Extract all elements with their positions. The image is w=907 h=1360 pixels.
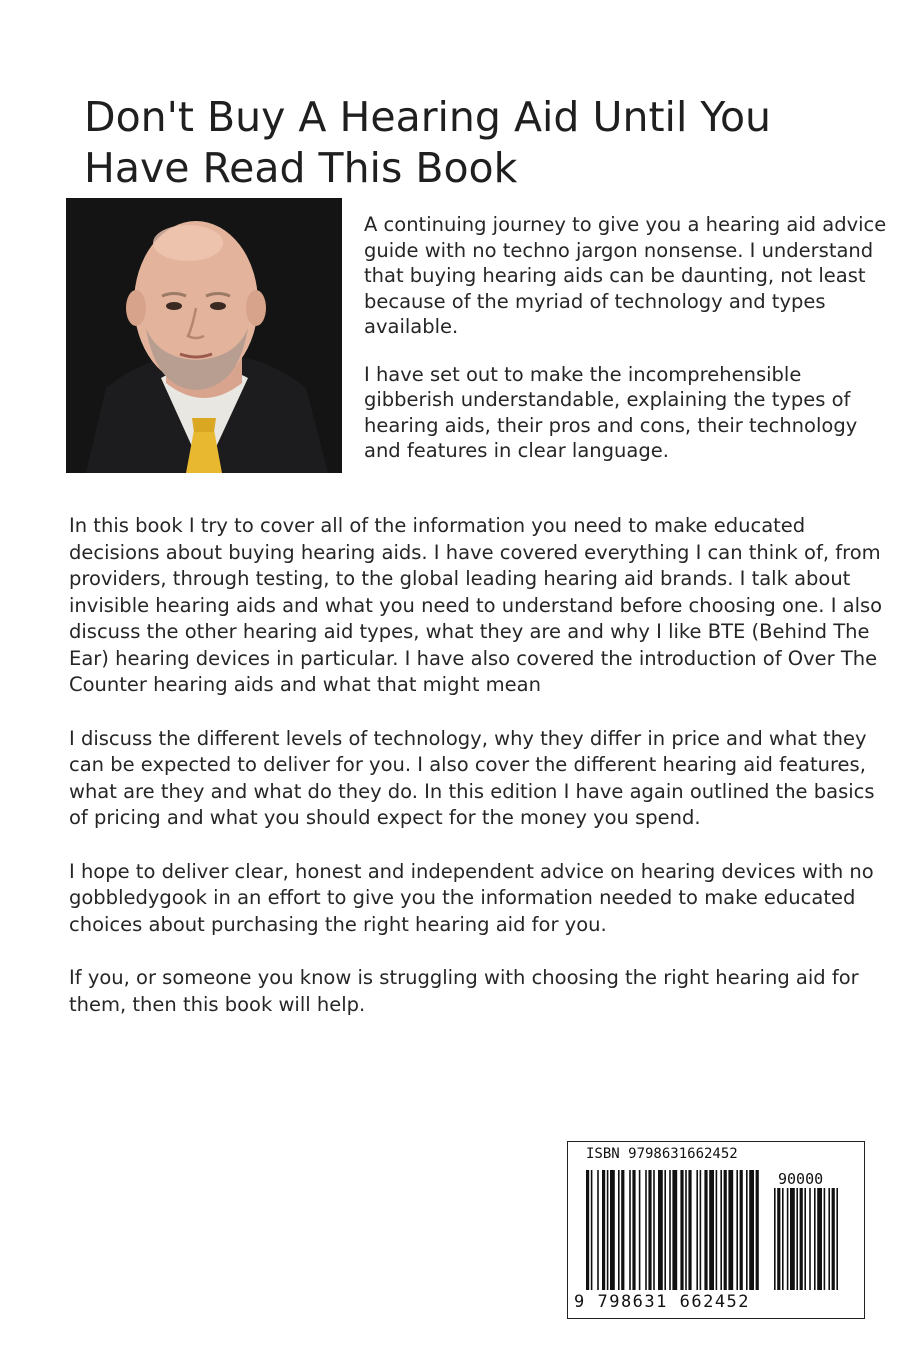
barcode-addon-bar xyxy=(824,1188,826,1290)
barcode-bar xyxy=(716,1170,718,1290)
barcode-addon-bar xyxy=(787,1188,789,1290)
barcode-bar xyxy=(749,1170,754,1290)
barcode-bar xyxy=(736,1170,738,1290)
body-paragraph: In this book I try to cover all of the information you need to make educated decisions about buying hearing aids. I have covered everything I can think of, from providers, through testing, to the global leading hearing aid brands. I talk about invisible hearing aids and what you need to understand before choosing one. I also discuss the other hearing aid types, what they are and why I like BTE (Behind The Ear) hearing devices in particular. I have also covered the introduction of Over The Counter hearing aids and what that might mean xyxy=(69,514,883,696)
barcode-addon-bar xyxy=(790,1188,795,1290)
barcode-bar xyxy=(709,1170,714,1290)
barcode-addon-bar xyxy=(777,1188,780,1290)
barcode-bar xyxy=(632,1170,635,1290)
barcode-addon-bar xyxy=(828,1188,830,1290)
book-title: Don't Buy A Hearing Aid Until You Have Read This Book xyxy=(84,93,772,192)
barcode-addon-bar xyxy=(836,1188,838,1290)
intro-paragraph: I have set out to make the incomprehensible gibberish understandable, explaining the types of hearing aids, their pros and cons, their technology and features in clear language. xyxy=(364,362,858,462)
barcode-bar xyxy=(618,1170,620,1290)
barcode-bar xyxy=(680,1170,683,1290)
barcode-bar xyxy=(621,1170,624,1290)
barcode-bar xyxy=(664,1170,666,1290)
barcode-bar xyxy=(728,1170,733,1290)
barcode-addon-bar xyxy=(832,1188,835,1290)
barcode-bar xyxy=(610,1170,615,1290)
barcode-addon-bar xyxy=(814,1188,816,1290)
barcode-bar xyxy=(700,1170,702,1290)
barcode-addon-bar xyxy=(782,1188,784,1290)
barcode-bar xyxy=(645,1170,647,1290)
barcode-bar xyxy=(696,1170,698,1290)
barcode-bar xyxy=(688,1170,691,1290)
barcode-bar xyxy=(746,1170,748,1290)
barcode-bar xyxy=(602,1170,605,1290)
barcode-bar xyxy=(704,1170,707,1290)
barcode-bar xyxy=(653,1170,655,1290)
intro-text xyxy=(364,212,894,486)
barcode-bar xyxy=(740,1170,743,1290)
barcode-bar xyxy=(685,1170,687,1290)
barcode-bar xyxy=(756,1170,759,1290)
barcode-bar xyxy=(658,1170,663,1290)
barcode-bar xyxy=(720,1170,722,1290)
barcode-addon-bar xyxy=(809,1188,811,1290)
barcode-bar xyxy=(591,1170,593,1290)
barcode-bar xyxy=(607,1170,609,1290)
body-paragraph: If you, or someone you know is struggling with choosing the right hearing aid for them, then this book will help. xyxy=(69,966,859,1016)
barcode-bar xyxy=(629,1170,631,1290)
isbn-digits: 9 798631 662452 xyxy=(574,1292,751,1312)
price-code: 90000 xyxy=(778,1170,824,1188)
barcode-addon-bar xyxy=(817,1188,822,1290)
intro-paragraph: A continuing journey to give you a hearing aid advice guide with no techno jargon nonsense. I understand that buying hearing aids can be daunting, not least because of the myriad of technology and types available. xyxy=(364,213,887,338)
description-text xyxy=(69,513,899,1045)
barcode-bar xyxy=(597,1170,599,1290)
author-portrait-illustration xyxy=(66,198,342,473)
body-paragraph: I discuss the different levels of technology, why they differ in price and what they can be expected to deliver for you. I also cover the different hearing aid features, what are they and what do they do. In this edition I have again outlined the basics of pricing and what you should expect for the money you spend. xyxy=(69,726,875,829)
barcode-bar xyxy=(724,1170,727,1290)
barcode-addon-bar xyxy=(804,1188,806,1290)
body-paragraph: I hope to deliver clear, honest and independent advice on hearing devices with no gobbledygook in an effort to give you the information needed to make educated choices about purchasing the right hearing aid for you. xyxy=(69,859,874,936)
author-photo xyxy=(66,198,342,473)
barcode-bar xyxy=(639,1170,641,1290)
isbn-barcode xyxy=(567,1141,865,1319)
isbn-label: ISBN 9798631662452 xyxy=(586,1146,738,1162)
barcode-addon-bar xyxy=(774,1188,776,1290)
barcode-addon-bar xyxy=(796,1188,798,1290)
barcode-bar xyxy=(672,1170,677,1290)
barcode-addon-bar xyxy=(800,1188,803,1290)
barcode-bar xyxy=(586,1170,589,1290)
barcode-bar xyxy=(648,1170,651,1290)
barcode-bar xyxy=(669,1170,671,1290)
